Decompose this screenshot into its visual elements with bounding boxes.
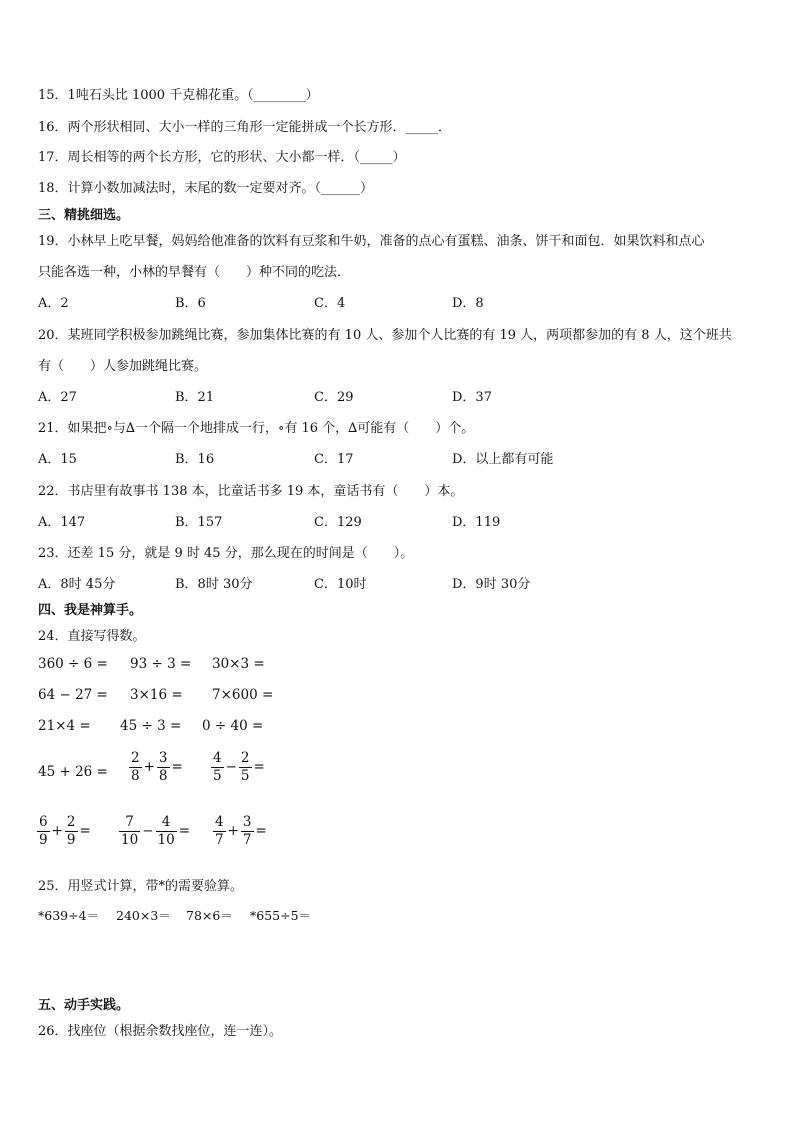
equals: = [178,823,190,840]
numerator: 6 [39,814,48,830]
fraction-expression [38,814,92,849]
fraction-expression [120,814,191,849]
vertical-calc-item: 78×6＝ [186,908,233,923]
denominator: 8 [158,767,168,784]
question-24: 24．直接写得数。 [38,629,146,644]
operator: + [143,759,155,776]
option-d: D．8 [452,296,484,311]
question-20-line2: 有（ ）人参加跳绳比赛。 [38,359,208,374]
fraction [158,750,169,785]
operator: + [51,823,63,840]
denominator: 7 [215,831,224,848]
numerator: 7 [125,814,134,830]
calc-item: 45 + 26 = [38,764,108,780]
option-c: C．17 [314,452,354,467]
calc-item: 45 ÷ 3 = [120,718,182,734]
calc-item: 64 − 27 = [38,687,108,703]
option-a: A．15 [38,452,77,467]
fraction [120,814,139,849]
denominator: 5 [213,767,222,784]
question-19-line2: 只能各选一种，小林的早餐有（ ）种不同的吃法． [38,265,351,280]
numerator: 4 [213,750,222,766]
question-15: 15．1吨石头比 1000 千克棉花重。（________） [38,88,319,103]
denominator: 5 [240,767,250,784]
fraction [157,814,176,849]
operator: + [227,823,239,840]
section-4-heading: 四、我是神算手。 [38,603,143,618]
option-b: B．6 [175,296,206,311]
question-20-line1: 20．某班同学积极参加跳绳比赛，参加集体比赛的有 10 人、参加个人比赛的有 19 人，两项都参加的有 8 人，这个班共 [38,328,732,343]
option-c: C．4 [314,296,346,311]
calc-item: 30×3 = [212,656,265,672]
numerator: 3 [242,814,252,830]
fraction [242,814,253,849]
question-26: 26．找座位（根据余数找座位，连一连）。 [38,1024,283,1039]
operator: − [225,759,237,776]
fraction-expression [212,750,266,785]
option-d: D．以上都有可能 [452,452,554,467]
operator: − [142,823,154,840]
vertical-calc-item: *655÷5＝ [250,908,312,923]
option-a: A．8时 45分 [38,577,116,592]
option-b: B．16 [175,452,215,467]
numerator: 3 [158,750,168,766]
option-d: D．119 [452,515,501,530]
calc-item: 7×600 = [212,687,274,703]
calc-item: 93 ÷ 3 = [130,656,192,672]
option-c: C．10时 [314,577,367,592]
question-21: 21．如果把∘与∆一个隔一个地排成一行，∘有 16 个，∆可能有（ ）个。 [38,421,475,436]
vertical-calc-item: *639÷4＝ [38,908,100,923]
denominator: 9 [66,831,76,848]
fraction [240,750,251,785]
vertical-calc-item: 240×3＝ [116,908,171,923]
question-16: 16．两个形状相同、大小一样的三角形一定能拼成一个长方形．_____． [38,120,452,135]
calc-item: 21×4 = [38,718,91,734]
calc-item: 0 ÷ 40 = [202,718,264,734]
denominator: 8 [131,767,140,784]
denominator: 7 [242,831,252,848]
option-b: B．157 [175,515,223,530]
section-5-heading: 五、动手实践。 [38,998,130,1013]
option-c: C．29 [314,390,354,405]
denominator: 10 [121,831,139,848]
fraction [130,750,141,785]
option-c: C．129 [314,515,362,530]
option-b: B．8时 30分 [175,577,253,592]
option-a: A．147 [38,515,86,530]
question-18: 18．计算小数加减法时，末尾的数一定要对齐。（______） [38,181,374,196]
section-3-heading: 三、精挑细选。 [38,208,130,223]
denominator: 9 [39,831,48,848]
numerator: 2 [66,814,76,830]
option-a: A．27 [38,390,77,405]
equals: = [79,823,91,840]
calc-item: 3×16 = [130,687,183,703]
option-b: B．21 [175,390,215,405]
question-17: 17．周长相等的两个长方形，它的形状、大小都一样．（_____） [38,150,406,165]
option-d: D．37 [452,390,492,405]
fraction [38,814,49,849]
equals: = [253,759,265,776]
question-19-line1: 19．小林早上吃早餐，妈妈给他准备的饮料有豆浆和牛奶，准备的点心有蛋糕、油条、饼干和面包．如果饮料和点心 [38,234,705,249]
fraction [66,814,77,849]
fraction [214,814,225,849]
question-22: 22．书店里有故事书 138 本，比童话书多 19 本，童话书有（ ）本。 [38,484,464,499]
equals: = [171,759,183,776]
fraction-expression [214,814,268,849]
fraction-expression [130,750,184,785]
option-a: A．2 [38,296,69,311]
numerator: 4 [215,814,224,830]
question-23: 23．还差 15 分，就是 9 时 45 分，那么现在的时间是（ ）。 [38,546,414,561]
numerator: 2 [240,750,250,766]
numerator: 4 [161,814,171,830]
numerator: 2 [131,750,140,766]
fraction [212,750,223,785]
denominator: 10 [157,831,175,848]
question-25: 25．用竖式计算，带*的需要验算。 [38,879,244,894]
option-d: D．9时 30分 [452,577,531,592]
calc-item: 360 ÷ 6 = [38,656,108,672]
equals: = [255,823,267,840]
